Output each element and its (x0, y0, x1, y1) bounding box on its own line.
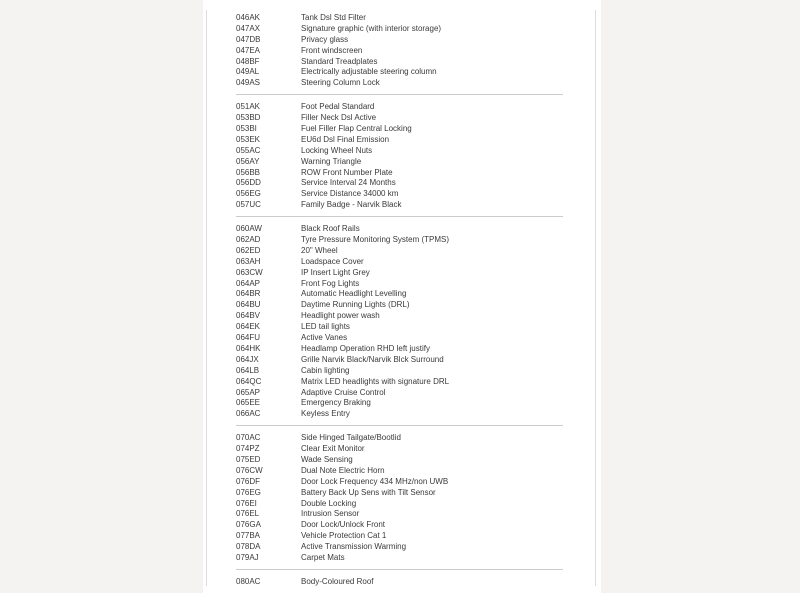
option-description: Front windscreen (301, 45, 363, 55)
option-row (207, 355, 595, 366)
option-description: Headlamp Operation RHD left justify (301, 343, 430, 353)
option-code: 063CW (236, 267, 263, 277)
option-row (207, 178, 595, 189)
option-description: Active Vanes (301, 333, 348, 343)
option-code: 064HK (236, 343, 261, 353)
option-row (207, 235, 595, 246)
option-code: 047EA (236, 45, 261, 55)
option-row (207, 531, 595, 542)
option-row (207, 409, 595, 420)
option-code: 057UC (236, 200, 261, 210)
option-code: 053EK (236, 134, 261, 144)
option-row (207, 257, 595, 268)
option-code: 065AP (236, 387, 261, 397)
option-code: 064BR (236, 289, 261, 299)
option-row (207, 553, 595, 564)
option-code: 056DD (236, 178, 261, 188)
option-code: 053BI (236, 124, 257, 134)
option-description: ROW Front Number Plate (301, 167, 393, 177)
option-code: 064QC (236, 376, 262, 386)
option-description: Headlight power wash (301, 311, 380, 321)
option-description: Tyre Pressure Monitoring System (TPMS) (301, 235, 450, 245)
option-code: 051AK (236, 102, 261, 112)
option-code: 064FU (236, 333, 261, 343)
option-description: Emergency Braking (301, 398, 371, 408)
option-row (207, 455, 595, 466)
option-description: Vehicle Protection Cat 1 (301, 531, 387, 541)
option-description: Matrix LED headlights with signature DRL (301, 376, 450, 386)
option-row (207, 577, 595, 586)
option-row (207, 246, 595, 257)
option-code: 076GA (236, 520, 261, 530)
option-description: 20" Wheel (301, 245, 338, 255)
spec-list-frame (206, 10, 596, 586)
option-description: Body-Coloured Roof (301, 576, 374, 586)
option-description: Foot Pedal Standard (301, 102, 375, 112)
option-description: Automatic Headlight Levelling (301, 289, 407, 299)
option-row (207, 24, 595, 35)
options-list (207, 10, 595, 586)
option-code: 064LB (236, 365, 260, 375)
option-code: 062AD (236, 235, 261, 245)
option-description: Service Interval 24 Months (301, 178, 396, 188)
option-row (207, 135, 595, 146)
section-divider (236, 569, 563, 570)
option-code: 056BB (236, 167, 261, 177)
option-code: 080AC (236, 576, 261, 586)
option-description: LED tail lights (301, 322, 350, 332)
option-code: 064JX (236, 354, 259, 364)
option-code: 048BF (236, 56, 260, 66)
option-row (207, 46, 595, 57)
option-description: EU6d Dsl Final Emission (301, 134, 390, 144)
option-code: 046AK (236, 13, 261, 22)
option-description: Active Transmission Warming (301, 542, 407, 552)
option-description: Battery Back Up Sens with Tilt Sensor (301, 487, 436, 497)
option-row (207, 509, 595, 520)
option-description: Warning Triangle (301, 156, 362, 166)
option-code: 077BA (236, 531, 261, 541)
option-code: 047DB (236, 34, 261, 44)
option-code: 074PZ (236, 444, 260, 454)
option-description: Filler Neck Dsl Active (301, 113, 377, 123)
option-code: 064BU (236, 300, 261, 310)
option-row (207, 542, 595, 553)
option-description: Cabin lighting (301, 365, 350, 375)
option-description: Tank Dsl Std Filter (301, 13, 366, 22)
option-row (207, 189, 595, 200)
option-row (207, 366, 595, 377)
options-section (207, 13, 595, 89)
option-code: 079AJ (236, 552, 259, 562)
section-divider (236, 216, 563, 217)
option-row (207, 520, 595, 531)
option-row (207, 433, 595, 444)
option-code: 063AH (236, 256, 261, 266)
option-description: Keyless Entry (301, 409, 350, 419)
option-description: Steering Column Lock (301, 78, 380, 88)
option-code: 049AS (236, 78, 261, 88)
option-code: 078DA (236, 542, 261, 552)
option-description: Dual Note Electric Horn (301, 465, 385, 475)
option-code: 064AP (236, 278, 261, 288)
options-section (207, 102, 595, 211)
option-code: 076DF (236, 476, 261, 486)
option-code: 056AY (236, 156, 260, 166)
option-code: 076CW (236, 465, 263, 475)
option-description: Intrusion Sensor (301, 509, 360, 519)
option-description: Front Fog Lights (301, 278, 360, 288)
option-code: 066AC (236, 409, 261, 419)
option-row (207, 311, 595, 322)
options-section (207, 224, 595, 420)
option-code: 076EL (236, 509, 260, 519)
option-code: 070AC (236, 433, 261, 443)
option-description: Loadspace Cover (301, 256, 364, 266)
option-code: 065EE (236, 398, 261, 408)
option-row (207, 78, 595, 89)
option-row (207, 279, 595, 290)
option-code: 060AW (236, 224, 262, 234)
option-row (207, 333, 595, 344)
option-row (207, 300, 595, 311)
option-row (207, 102, 595, 113)
option-row (207, 67, 595, 78)
option-code: 053BD (236, 113, 261, 123)
option-row (207, 268, 595, 279)
option-description: Carpet Mats (301, 552, 345, 562)
option-code: 076EG (236, 487, 261, 497)
option-code: 055AC (236, 145, 261, 155)
options-section (207, 433, 595, 564)
option-description: Door Lock Frequency 434 MHz/non UWB (301, 476, 449, 486)
option-row (207, 466, 595, 477)
option-description: Adaptive Cruise Control (301, 387, 386, 397)
option-description: Clear Exit Monitor (301, 444, 365, 454)
option-row (207, 13, 595, 24)
option-row (207, 113, 595, 124)
option-code: 056EG (236, 189, 261, 199)
section-divider (236, 94, 563, 95)
options-section (207, 577, 595, 586)
option-description: Electrically adjustable steering column (301, 67, 437, 77)
option-description: Service Distance 34000 km (301, 189, 399, 199)
option-code: 076EI (236, 498, 257, 508)
option-description: Black Roof Rails (301, 224, 360, 234)
option-description: Door Lock/Unlock Front (301, 520, 386, 530)
option-code: 062ED (236, 245, 261, 255)
option-description: Fuel Filler Flap Central Locking (301, 124, 412, 134)
option-row (207, 146, 595, 157)
option-description: Standard Treadplates (301, 56, 378, 66)
option-row (207, 35, 595, 46)
option-row (207, 477, 595, 488)
option-code: 047AX (236, 23, 261, 33)
option-row (207, 398, 595, 409)
section-divider (236, 425, 563, 426)
option-description: Wade Sensing (301, 454, 353, 464)
option-row (207, 124, 595, 135)
option-code: 075ED (236, 454, 261, 464)
option-row (207, 344, 595, 355)
option-row (207, 224, 595, 235)
option-row (207, 444, 595, 455)
option-code: 049AL (236, 67, 260, 77)
option-description: Double Locking (301, 498, 357, 508)
option-description: Side Hinged Tailgate/Bootlid (301, 433, 401, 443)
option-description: Family Badge - Narvik Black (301, 200, 402, 210)
option-description: Locking Wheel Nuts (301, 145, 373, 155)
option-description: Privacy glass (301, 34, 349, 44)
bottom-white-strip (0, 593, 800, 600)
option-row (207, 488, 595, 499)
option-row (207, 289, 595, 300)
option-row (207, 168, 595, 179)
option-code: 064BV (236, 311, 261, 321)
option-description: IP Insert Light Grey (301, 267, 370, 277)
option-row (207, 377, 595, 388)
option-row (207, 388, 595, 399)
option-code: 064EK (236, 322, 261, 332)
option-row (207, 200, 595, 211)
option-row (207, 157, 595, 168)
option-description: Signature graphic (with interior storage) (301, 23, 442, 33)
option-description: Daytime Running Lights (DRL) (301, 300, 410, 310)
option-row (207, 499, 595, 510)
option-row (207, 57, 595, 68)
option-description: Grille Narvik Black/Narvik Blck Surround (301, 354, 444, 364)
option-row (207, 322, 595, 333)
